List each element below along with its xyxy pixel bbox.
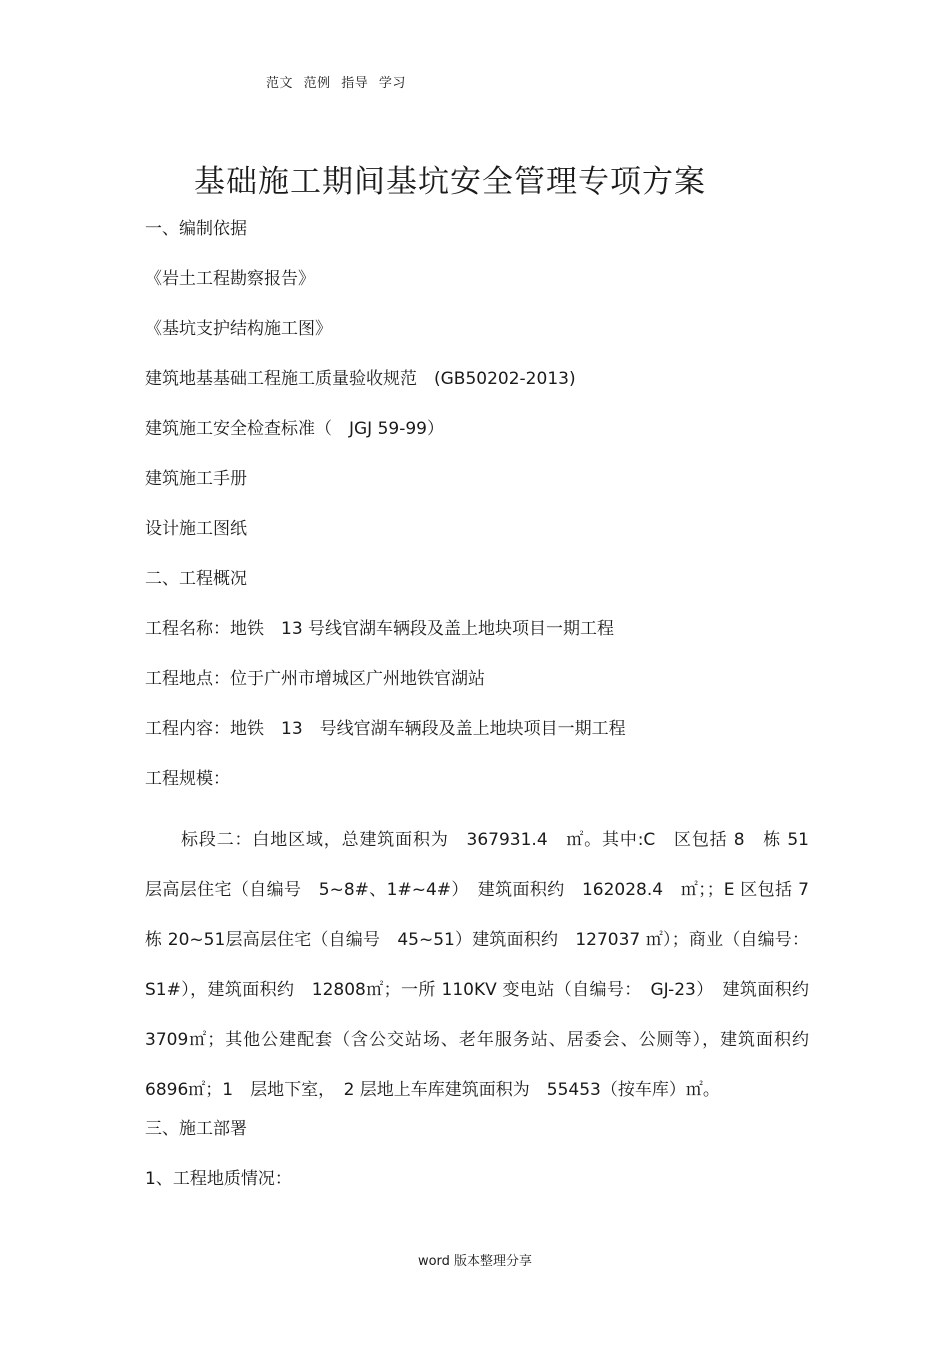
reference-item: 建筑施工手册 xyxy=(145,469,247,489)
reference-item: 《岩土工程勘察报告》 xyxy=(145,269,315,289)
section-heading-deployment: 三、施工部署 xyxy=(145,1119,247,1139)
project-name: 工程名称：地铁 13 号线官湖车辆段及盖上地块项目一期工程 xyxy=(145,619,615,639)
reference-item: 建筑地基基础工程施工质量验收规范 (GB50202-2013) xyxy=(145,369,576,389)
reference-item: 设计施工图纸 xyxy=(145,519,247,539)
page-footer: word 版本整理分享 xyxy=(417,1254,533,1269)
project-scale-paragraph: 标段二：白地区域，总建筑面积为 367931.4 ㎡。其中:C 区包括 8 栋 51 层高层住宅（自编号 5~8#、1#~4#） 建筑面积约 162028.4 ㎡；；E 区包括 7 栋 20~51层高层住宅（自编号 45~51）建筑面积约 127037 ㎡）；商业（自编号：S1#），建筑面积约 12808㎡；一所 110KV 变电站（自编号： GJ-23） 建筑面积约 3709㎡；其他公建配套（含公交站场、老年服务站、居委会、公厕等），建筑面积约 6896㎡；1 层地下室， 2 层地上车库建筑面积为 55453（按车库）㎡。 xyxy=(145,830,826,1100)
document-title: 基础施工期间基坑安全管理专项方案 xyxy=(194,164,706,200)
reference-item: 建筑施工安全检查标准（ JGJ 59-99） xyxy=(145,419,445,439)
subsection-geology: 1、工程地质情况： xyxy=(145,1169,292,1189)
page-header: 范文 范例 指导 学习 xyxy=(266,76,406,91)
section-heading-overview: 二、工程概况 xyxy=(145,569,247,589)
section-heading-basis: 一、编制依据 xyxy=(145,219,247,239)
project-location: 工程地点：位于广州市增城区广州地铁官湖站 xyxy=(145,669,485,689)
reference-item: 《基坑支护结构施工图》 xyxy=(145,319,332,339)
project-scale-label: 工程规模： xyxy=(145,769,230,789)
project-content: 工程内容：地铁 13 号线官湖车辆段及盖上地块项目一期工程 xyxy=(145,719,626,739)
